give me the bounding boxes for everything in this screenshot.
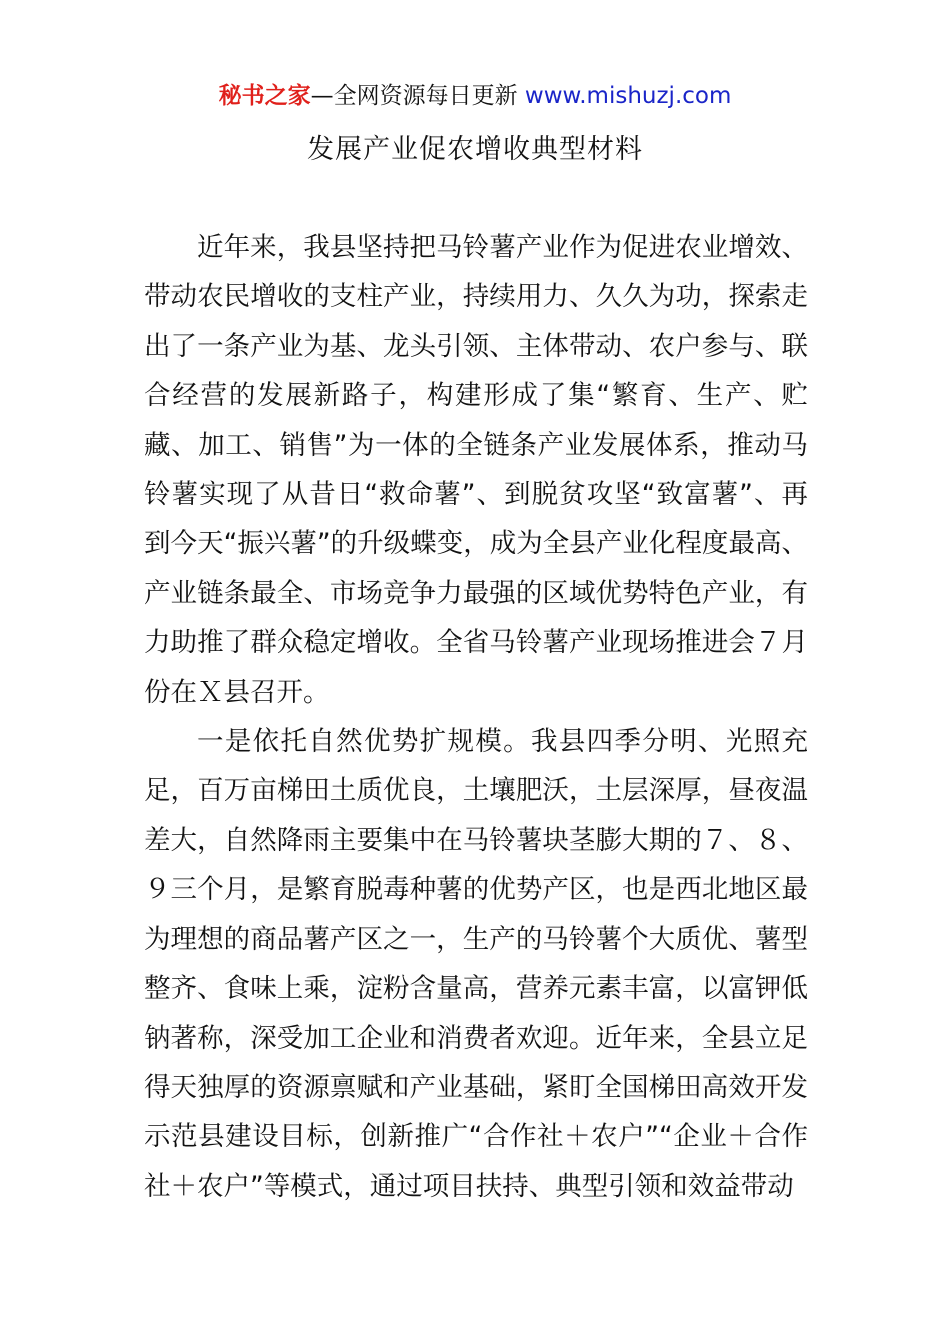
site-brand: 秘书之家 — [218, 83, 311, 109]
document-body — [144, 223, 808, 1211]
paragraph: 近年来，我县坚持把马铃薯产业作为促进农业增效、带动农民增收的支柱产业，持续用力、久久为功，探索走出了一条产业为基、龙头引领、主体带动、农户参与、联合经营的发展新路子，构建形成了集“繁育、生产、贮藏、加工、销售”为一体的全链条产业发展体系，推动马铃薯实现了从昔日“救命薯”、到脱贫攻坚“致富薯”、再到今天“振兴薯”的升级蝶变，成为全县产业化程度最高、产业链条最全、市场竞争力最强的区域优势特色产业，有力助推了群众稳定增收。全省马铃薯产业现场推进会７月份在Ｘ县召开。 — [144, 232, 808, 708]
site-tagline: —全网资源每日更新 — [310, 83, 518, 109]
document-title: 发展产业促农增收典型材料 — [307, 134, 643, 165]
paragraph: 一是依托自然优势扩规模。我县四季分明、光照充足，百万亩梯田土质优良，土壤肥沃，土层深厚，昼夜温差大，自然降雨主要集中在马铃薯块茎膨大期的７、８、９三个月，是繁育脱毒种薯的优势产区，也是西北地区最为理想的商品薯产区之一，生产的马铃薯个大质优、薯型整齐、食味上乘，淀粉含量高，营养元素丰富，以富钾低钠著称，深受加工企业和消费者欢迎。近年来，全县立足得天独厚的资源禀赋和产业基础，紧盯全国梯田高效开发示范县建设目标，创新推广“合作社＋农户”“企业＋合作社＋农户”等模式，通过项目扶持、典型引领和效益带动 — [144, 726, 808, 1202]
site-url[interactable]: www.mishuzj.com — [524, 83, 732, 109]
site-banner — [0, 80, 950, 112]
